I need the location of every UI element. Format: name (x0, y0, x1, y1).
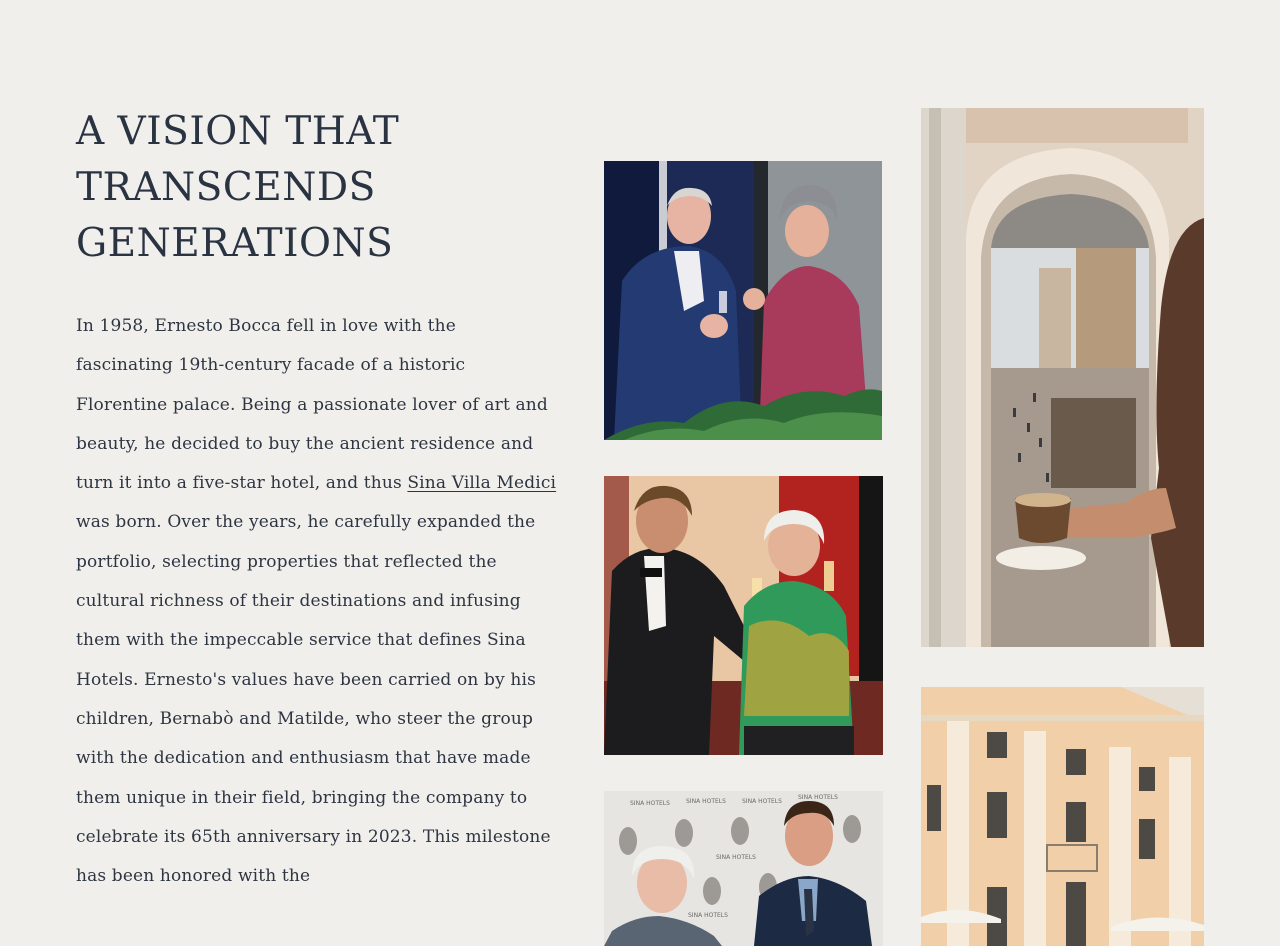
hotel-facade-photo (921, 687, 1204, 946)
backdrop-logo-text: SINA HOTELS (798, 794, 838, 801)
backdrop-logo-text: SINA HOTELS (630, 800, 670, 807)
heading-line: GENERATIONS (76, 221, 394, 266)
backdrop-logo-text: SINA HOTELS (742, 798, 782, 805)
history-paragraph (76, 307, 558, 896)
toast-celebration-photo (604, 476, 883, 755)
paragraph-text-end: was born. Over the years, he carefully expanded the portfolio, selecting properties that reflected the cultural richness of their destinations and infusing them with the impeccable service that defines Sina Hotels. Ernesto's values have been carried on by his children, Bernabò and Matilde, who steer the group with the dedication and enthusiasm that have made them unique in their field, bringing the company to celebrate its 65th anniversary in 2023. This milestone has been honored with the (76, 512, 551, 887)
sina-villa-medici-link[interactable]: Sina Villa Medici (407, 473, 557, 494)
anniversary-event-photo (604, 791, 883, 946)
section-heading (76, 104, 546, 272)
heading-line: TRANSCENDS (76, 165, 376, 210)
heading-line: A VISION THAT (76, 109, 400, 154)
galleria-coffee-photo (921, 108, 1204, 647)
backdrop-logo-text: SINA HOTELS (688, 912, 728, 919)
backdrop-logo-text: SINA HOTELS (716, 854, 756, 861)
backdrop-logo-text: SINA HOTELS (686, 798, 726, 805)
founder-couple-photo (604, 161, 882, 440)
paragraph-text-start: In 1958, Ernesto Bocca fell in love with the fascinating 19th-century facade of a historic Florentine palace. Being a passionate lover of art and beauty, he decided to buy the ancient residence and turn it into a five-star hotel, and thus (76, 316, 548, 494)
